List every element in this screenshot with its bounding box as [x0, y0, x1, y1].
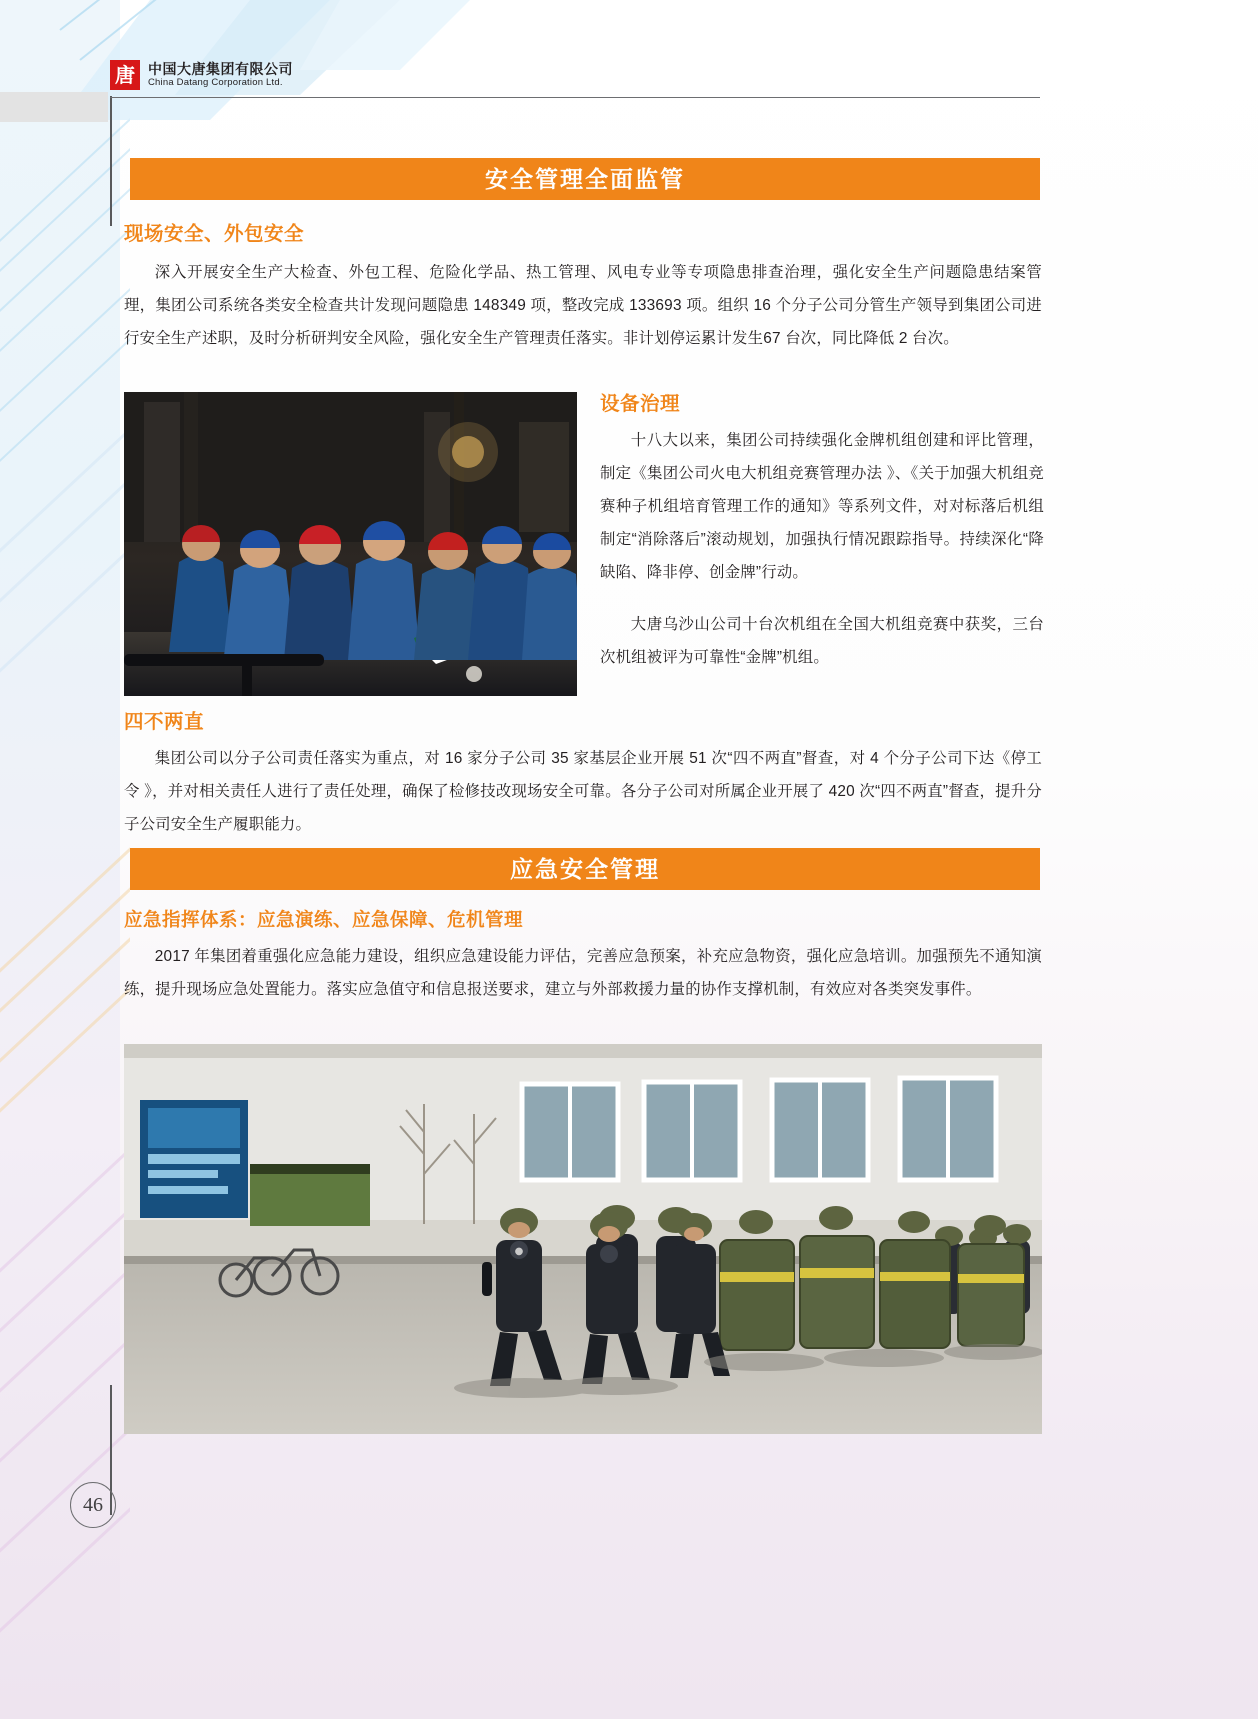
heading-scene-safety: 现场安全、外包安全	[124, 223, 305, 245]
brand-logo	[110, 60, 1040, 97]
paragraph-equipment-2: 大唐乌沙山公司十台次机组在全国大机组竞赛中获奖，三台次机组被评为可靠性“金牌”机组。	[600, 616, 1044, 666]
heading-equipment-governance: 设备治理	[600, 393, 681, 415]
photo-emergency-drill	[124, 1044, 1042, 1434]
heading-four-no-two-direct: 四不两直	[124, 711, 205, 733]
paragraph-emergency: 2017 年集团着重强化应急能力建设，组织应急建设能力评估，完善应急预案，补充应急物资，强化应急培训。加强预先不通知演练，提升现场应急处置能力。落实应急值守和信息报送要求，建立与外部救援力量的协作支撑机制，有效应对各类突发事件。	[124, 948, 1042, 998]
paragraph-four-no-two-direct: 集团公司以分子公司责任落实为重点，对 16 家分子公司 35 家基层企业开展 51 次“四不两直”督查，对 4 个分子公司下达《停工令 》，并对相关责任人进行了责任处理，确保了检修技改现场安全可靠。各分子公司对所属企业开展了 420 次“四不两直”督查，提升分子公司安全生产履职能力。	[124, 750, 1042, 833]
company-name-en: China Datang Corporation Ltd.	[148, 77, 283, 89]
section-banner-emergency-management: 应急安全管理	[130, 848, 1040, 890]
paragraph-scene-safety: 深入开展安全生产大检查、外包工程、危险化学品、热工管理、风电专业等专项隐患排查治理，强化安全生产问题隐患结案管理，集团公司系统各类安全检查共计发现问题隐患 148349 项，整改完成 133693 项。组织 16 个分子公司分管生产领导到集团公司进行安全生产述职，及时分析研判安全风险，强化安全生产管理责任落实。非计划停运累计发生67 台次，同比降低 2 台次。	[124, 264, 1042, 347]
section-banner-safety-supervision: 安全管理全面监管	[130, 158, 1040, 200]
svg-text:●: ●	[514, 1246, 524, 1257]
photo-site-inspection	[124, 392, 577, 696]
page-header	[110, 60, 1040, 98]
paragraph-equipment-1: 十八大以来，集团公司持续强化金牌机组创建和评比管理，制定《集团公司火电大机组竞赛管理办法 》、《关于加强大机组竞赛种子机组培育管理工作的通知》等系列文件，对对标落后机组制定“消除落后”滚动规划，加强执行情况跟踪指导。持续深化“降缺陷、降非停、创金牌”行动。	[600, 432, 1044, 581]
page-number: 46	[70, 1482, 116, 1528]
heading-emergency-command-system: 应急指挥体系：应急演练、应急保障、危机管理	[124, 909, 524, 930]
header-divider	[110, 97, 1040, 98]
brand-text	[148, 61, 293, 89]
datang-logo-icon: 唐	[110, 60, 140, 90]
company-name-cn: 中国大唐集团有限公司	[148, 60, 293, 77]
